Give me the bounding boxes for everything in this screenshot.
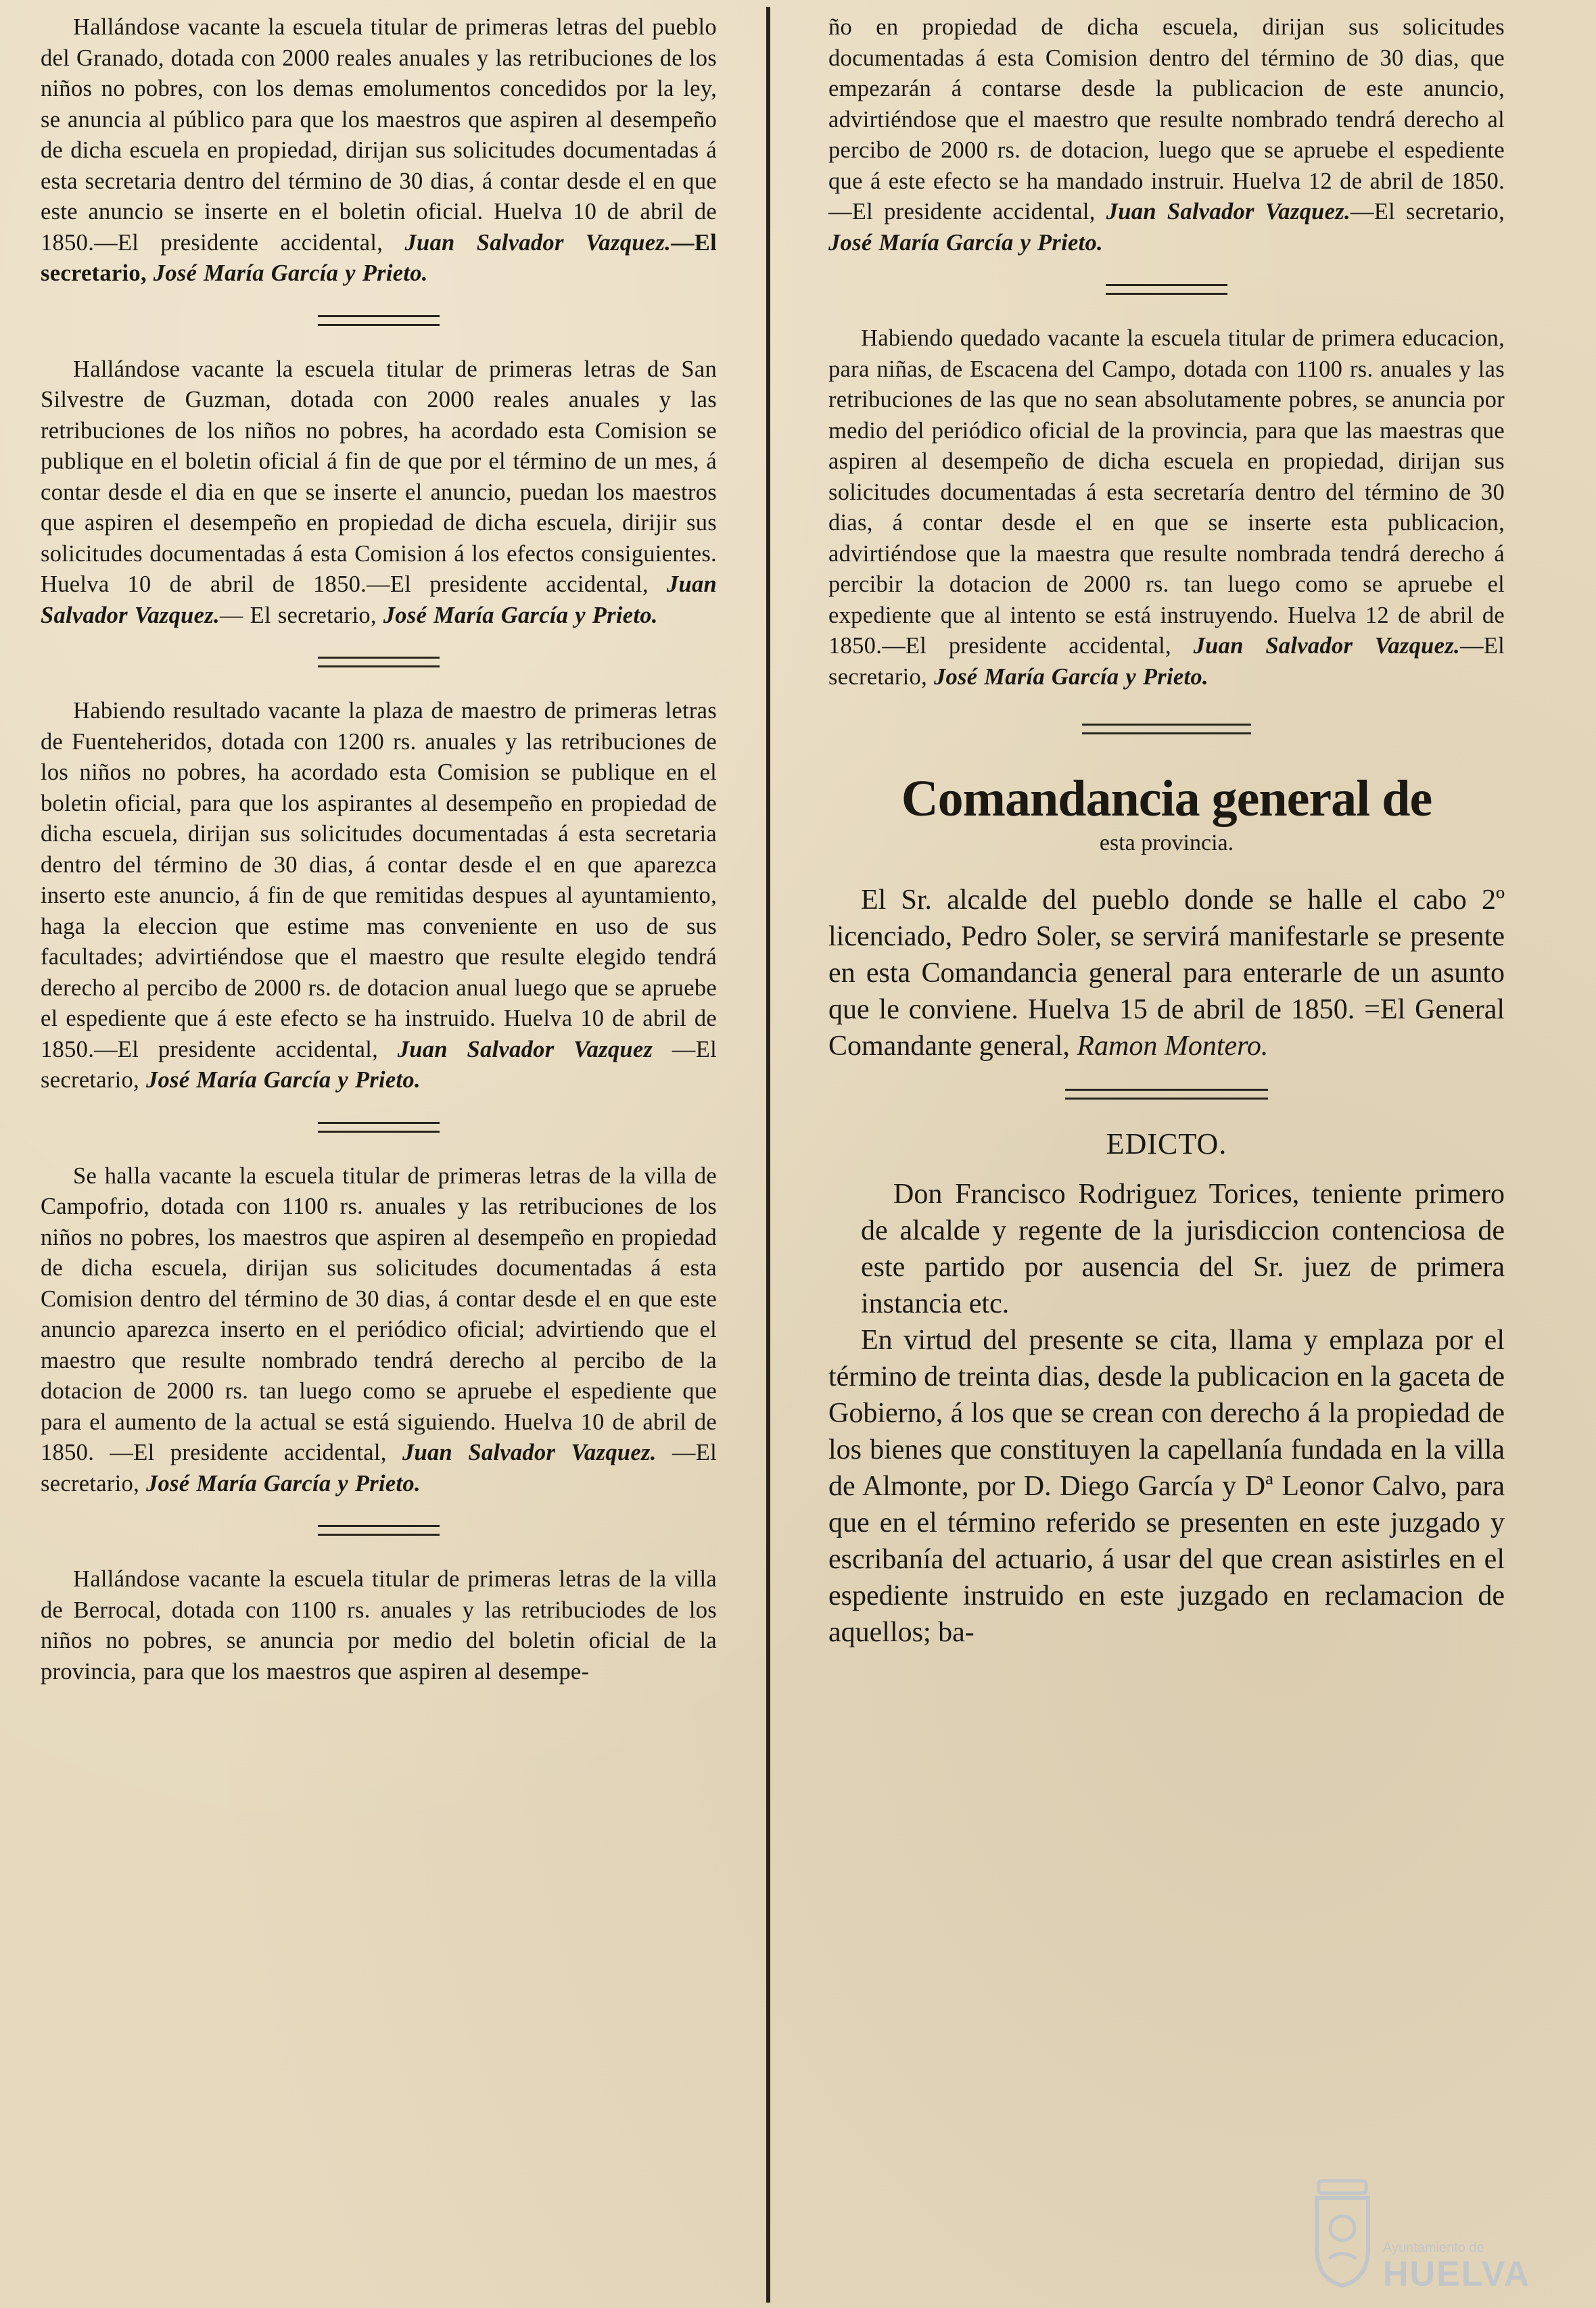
- separator-rule: [318, 315, 440, 326]
- secretary-name: José María García y Prieto.: [933, 663, 1208, 690]
- notice-text: Habiendo resultado vacante la plaza de maestro de primeras letras de Fuenteheridos, dotada con 1200 rs. anuales y las retribuciones de los niños no pobres, ha acordado esta Comision se publique en el boletin oficial, para que los aspirantes al desempeño en propiedad de dicha escuela, dirijan sus solicitudes documentadas á esta secretaria dentro del término de 30 dias, á contar desde el en que aparezca inserto este anuncio, á fin de que remitidas despues al ayuntamiento, haga la eleccion que estime mas conveniente en uso de sus facultades; advirtiéndose que el maestro que resulte elegido tendrá derecho al percibo de 2000 rs. de dotacion anual luego que se apruebe el espediente que á este efecto se ha instruido. Huelva 10 de abril de 1850.—El presidente accidental,: [41, 698, 717, 1062]
- section-subheading: esta provincia.: [1099, 830, 1234, 855]
- comandancia-notice: [828, 882, 1505, 1064]
- watermark-small-text: Ayuntamiento de: [1383, 2240, 1484, 2255]
- president-name: Juan Salvador Vazquez.: [1193, 633, 1460, 659]
- edicto-intro: Don Francisco Rodriguez Torices, teniente primero de alcalde y regente de la jurisdiccion contenciosa de este partido por ausencia del Sr. juez de primera instancia etc.: [861, 1179, 1505, 1319]
- separator-rule: [318, 657, 440, 667]
- secretary-name: José María García y Prieto.: [145, 1470, 421, 1497]
- ayuntamiento-huelva-watermark: [1309, 2174, 1539, 2292]
- separator-rule: [318, 1525, 440, 1536]
- notice-text: ño en propiedad de dicha escuela, dirijan sus solicitudes documentadas á esta Comision dentro del término de 30 dias, que empezarán á contarse desde la publicacion de este anuncio, advirtiéndose que el maestro que resulte nombrado tendrá derecho al percibo de 2000 rs. de dotacion, luego que se apruebe el espediente que á este efecto se ha mandado instruir. Huelva 12 de abril de 1850.—El presidente accidental,: [828, 14, 1505, 225]
- signer-name: Ramon Montero.: [1077, 1031, 1269, 1062]
- notice-text: Hallándose vacante la escuela titular de primeras letras de la villa de Berrocal, dotada con 1100 rs. anuales y las retribuciodes de los niños no pobres, se anuncia por medio del boletin oficial de la provincia, para que los maestros que aspiren al desempe-: [41, 1566, 717, 1685]
- notice-berrocal: [41, 1564, 717, 1687]
- coat-of-arms-icon: [1309, 2174, 1376, 2289]
- right-column: [828, 12, 1505, 1651]
- notice-berrocal-continued: [828, 12, 1505, 258]
- secretary-name: José María García y Prieto.: [153, 260, 428, 286]
- notice-text: Hallándose vacante la escuela titular de primeras letras del pueblo del Granado, dotada con 2000 reales anuales y las retribuciones de los niños no pobres, con los demas emolumentos concedidos por la ley, se anuncia al público para que los maestros que aspiren al desempeño de dicha escuela en propiedad, dirijan sus solicitudes documentadas á esta secretaria dentro del término de 30 dias, á contar desde el en que este anuncio se inserte en el boletin oficial. Huelva 10 de abril de 1850.—El presidente accidental,: [41, 14, 717, 256]
- notice-escacena: [828, 323, 1505, 692]
- section-heading: Comandancia general de: [901, 770, 1432, 827]
- secretary-name: José María García y Prieto.: [828, 229, 1103, 256]
- president-name: Juan Salvador Vazquez: [397, 1036, 653, 1062]
- notice-granado: [41, 12, 717, 289]
- president-name: Juan Salvador Vazquez.: [41, 571, 717, 628]
- secretary-label: —El secretario,: [41, 229, 717, 286]
- section-separator: [1065, 1089, 1268, 1100]
- edicto-body: [828, 1176, 1505, 1651]
- notice-text: El Sr. alcalde del pueblo donde se halle el cabo 2º licenciado, Pedro Soler, se servirá manifestarle se presente en esta Comandancia general para enterarle de un asunto que le conviene. Huelva 15 de abril de 1850. =El General Comandante general,: [828, 885, 1505, 1062]
- notice-text: Hallándose vacante la escuela titular de primeras letras de San Silvestre de Guzman, dotada con 2000 reales anuales y las retribuciones de los niños no pobres, ha acordado esta Comision se publique en el boletin oficial á fin de que por el término de un mes, á contar desde el dia en que se inserte el anuncio, puedan los maestros que aspiren el desempeño en propiedad de dicha escuela, dirijir sus solicitudes documentadas á esta Comision á los efectos consiguientes. Huelva 10 de abril de 1850.—El presidente accidental,: [41, 356, 717, 597]
- secretary-name: José María García y Prieto.: [145, 1067, 421, 1093]
- edicto-title: EDICTO.: [1106, 1127, 1227, 1160]
- notice-campofrio: [41, 1161, 717, 1500]
- left-column: [41, 12, 717, 1687]
- column-divider: [766, 7, 770, 2303]
- notice-san-silvestre: [41, 354, 717, 632]
- notice-fuenteheridos: [41, 696, 717, 1096]
- secretary-label: —El secretario,: [828, 633, 1505, 690]
- secretary-label: —El secretario,: [41, 1440, 718, 1497]
- president-name: Juan Salvador Vazquez.: [1106, 199, 1351, 225]
- edicto-text: En virtud del presente se cita, llama y emplaza por el término de treinta dias, desde la publicacion en la gaceta de Gobierno, á los que se crean con derecho á la propiedad de los bienes que constituyen la capellanía fundada en la villa de Almonte, por D. Diego García y Dª Leonor Calvo, para que en el término referido se presenten en este juzgado y escribanía del actuario, á usar del que crean asistirles en el espediente instruido en este juzgado en reclamacion de aquellos; ba-: [828, 1325, 1505, 1648]
- secretary-label: —El secretario,: [41, 1036, 717, 1093]
- secretary-name: José María García y Prieto.: [383, 602, 658, 628]
- president-name: Juan Salvador Vazquez.: [402, 1440, 657, 1465]
- secretary-label: —El secretario,: [1350, 199, 1505, 225]
- notice-text: Se halla vacante la escuela titular de primeras letras de la villa de Campofrio, dotada con 1100 rs. anuales y las retribuciones de los niños no pobres, los maestros que aspiren al desempeño en propiedad de dicha escuela, dirijan sus solicitudes documentadas á esta Comision dentro del término de 30 dias, á contar desde el en que este anuncio aparezca inserto en el periódico oficial; advirtiendo que el maestro que resulte nombrado tendrá derecho al percibo de la dotacion de 2000 rs. tan luego como se apruebe el espediente que para el aumento de la actual se está siguiendo. Huelva 10 de abril de 1850. —El presidente accidental,: [41, 1162, 717, 1465]
- secretary-label: — El secretario,: [219, 602, 383, 628]
- separator-rule: [318, 1122, 440, 1133]
- watermark-big-text: HUELVA: [1383, 2255, 1531, 2294]
- separator-rule: [1106, 284, 1227, 295]
- president-name: Juan Salvador Vazquez.: [404, 229, 671, 256]
- notice-text: Habiendo quedado vacante la escuela titular de primera educacion, para niñas, de Escacena del Campo, dotada con 1100 rs. anuales y las retribuciones de las que no sean absolutamente pobres, se anuncia por medio del periódico oficial de la provincia, para que las maestras que aspiren al desempeño de dicha escuela en propiedad, dirijan sus solicitudes documentadas á esta secretaría dentro del término de 30 dias, á contar desde el en que se inserte esta publicacion, advirtiéndose que la maestra que resulte nombrada tendrá derecho á percibir la dotacion de 2000 rs. tan luego como se apruebe el expediente que al intento se está instruyendo. Huelva 12 de abril de 1850.—El presidente accidental,: [828, 325, 1505, 659]
- section-separator: [1082, 724, 1251, 734]
